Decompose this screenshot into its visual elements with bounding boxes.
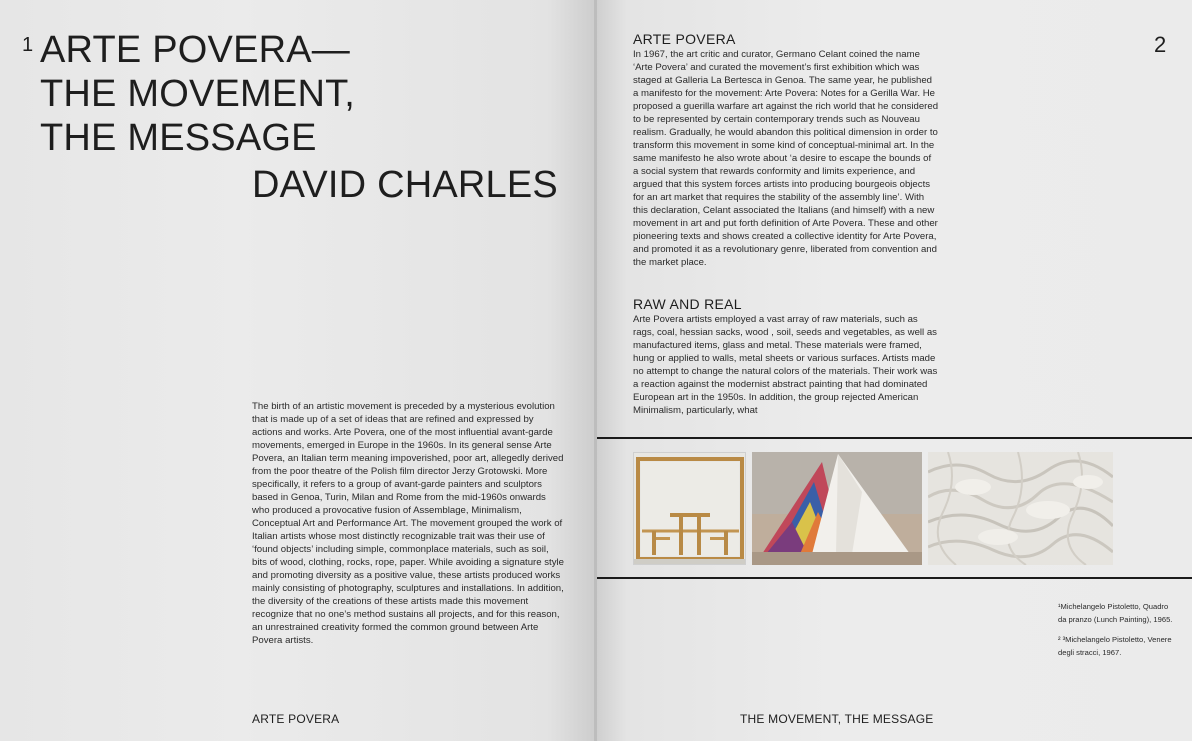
left-page bbox=[0, 0, 595, 741]
divider-rule bbox=[597, 577, 1192, 579]
title-line: THE MESSAGE bbox=[40, 117, 317, 159]
artwork-image-venere-detail bbox=[928, 452, 1113, 565]
section-body: Arte Povera artists employed a vast array of raw materials, such as rags, coal, hessian sacks, wood , soil, seeds and vegetables, as well as manufactured items, glass and metal. These materials were framed, hung or applied to walls, metal sheets or various surfaces. Artists made no attempt to change the natural colors of the materials. Their work was a reaction against the modernist abstract painting that had dominated European art in the 1950s. In addition, the group rejected American Minimalism, particularly, what bbox=[633, 314, 938, 416]
running-footer: ARTE POVERA bbox=[252, 712, 340, 726]
title-line: ARTE POVERA— bbox=[40, 29, 350, 71]
page-number: 1 bbox=[22, 34, 34, 56]
section-heading: ARTE POVERA bbox=[633, 31, 736, 47]
rags-detail-illustration bbox=[928, 452, 1113, 565]
venus-rags-illustration bbox=[752, 452, 922, 565]
image-caption: ¹Michelangelo Pistoletto, Quadro da pranzo (Lunch Painting), 1965. bbox=[1058, 602, 1173, 624]
article-title bbox=[40, 28, 355, 160]
lunch-painting-illustration bbox=[634, 453, 746, 565]
image-caption: ² ³Michelangelo Pistoletto, Venere degli stracci, 1967. bbox=[1058, 635, 1172, 657]
artwork-image-venere-degli-stracci bbox=[752, 452, 922, 565]
running-footer: THE MOVEMENT, THE MESSAGE bbox=[740, 712, 934, 726]
intro-paragraph: The birth of an artistic movement is preceded by a mysterious evolution that is made up of a set of ideas that are refined and expressed by actions and works. Arte Povera, one of the most influential avant-garde movements, emerged in Europe in the 1960s. In its general sense Arte Povera, an Italian term meaning impoverished, poor art, allegedly derived from the poor theatre of the Polish film director Jerzy Grotowski. More specifically, it refers to a group of avant-garde painters and sculptors based in Genoa, Turin, Milan and Rome from the mid-1960s onwards who produced a provocative fusion of Assemblage, Minimalism, Conceptual Art and Performance Art. The movement grouped the work of Italian artists whose most distinctly recognizable trait was their use of ‘found objects’ including simple, commonplace materials, such as soil, bits of wood, clothing, rocks, rope, paper. While avoiding a signature style and promoting diversity as a positive value, these artists produced works mainly consisting of photography, sculptures and installations. In addition, the diversity of the creations of these artists made this movement recognize that no one’s method sustains all projects, and for this reason, an unrestrained creativity formed the common ground between Arte Povera artists. bbox=[252, 401, 564, 646]
artwork-image-lunch-painting bbox=[633, 452, 746, 565]
page-number: 2 bbox=[1154, 32, 1167, 57]
section-arte-povera bbox=[633, 31, 939, 269]
section-raw-and-real bbox=[633, 296, 939, 417]
title-line: THE MOVEMENT, bbox=[40, 73, 356, 115]
author-name: DAVID CHARLES bbox=[252, 164, 558, 206]
section-heading: RAW AND REAL bbox=[633, 296, 742, 312]
section-body: In 1967, the art critic and curator, Germano Celant coined the name ‘Arte Povera’ and curated the movement’s first exhibition which was staged at Galleria La Bertesca in Genoa. The same year, he published a manifesto for the movement: Arte Povera: Notes for a Gerilla War. He proposed a guerilla warfare art against the rich world that he considered to be represented by certain contemporary trends such as Nouveau realism. Gradually, he would abandon this political dimension in order to transform this movement in some kind of conceptual-minimal art. In the same manifesto he also wrote about ‘a desire to escape the bounds of a social system that rewards conformity and limits experience, and argued that this system forces artists into producing bourgeois objects for an art market that requires the stability of the assembly line’. With this declaration, Celant associated the Italians (and himself) with a new movement in art and put forth definition of Arte Povera. These and other pioneering texts and shows created a collective identity for Arte Povera, and promoted it as a revolutionary genre, liberated from convention and the market place. bbox=[633, 49, 939, 268]
right-page bbox=[597, 0, 1192, 741]
divider-rule bbox=[597, 437, 1192, 439]
